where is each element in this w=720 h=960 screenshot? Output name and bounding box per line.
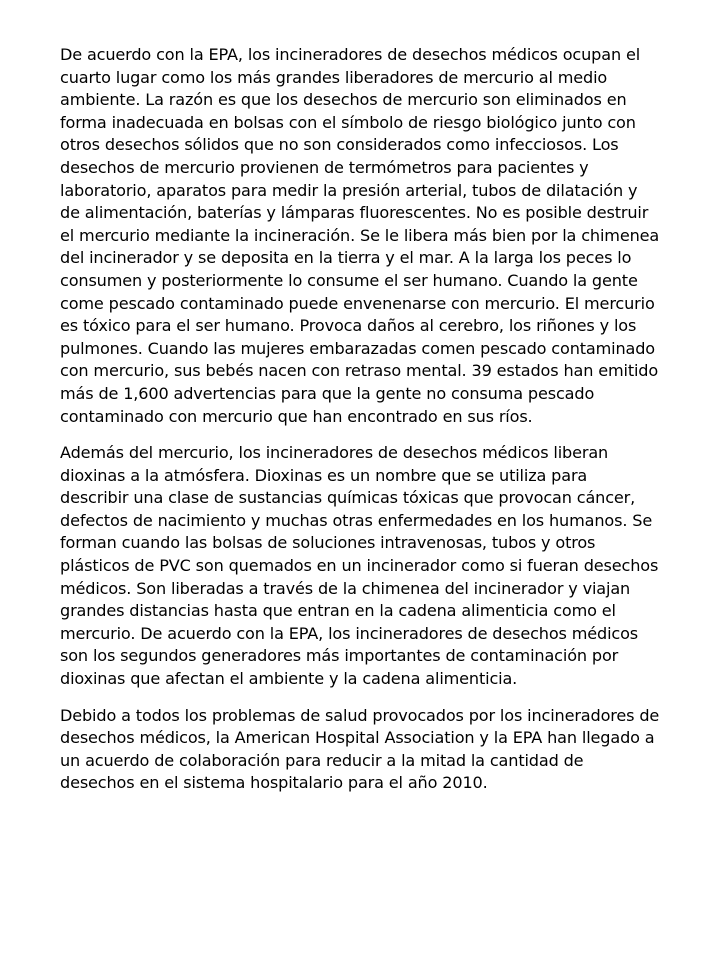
paragraph-mercury: De acuerdo con la EPA, los incineradores de desechos médicos ocupan el cuarto lugar como los más grandes liberadores de mercurio al medio ambiente. La razón es que los desechos de mercurio son eliminados en forma inadecuada en bolsas con el símbolo de riesgo biológico junto con otros desechos sólidos que no son considerados como infecciosos. Los desechos de mercurio provienen de termómetros para pacientes y laboratorio, aparatos para medir la presión arterial, tubos de dilatación y de alimentación, baterías y lámparas fluorescentes. No es posible destruir el mercurio mediante la incineración. Se le libera más bien por la chimenea del incinerador y se deposita en la tierra y el mar. A la larga los peces lo consumen y posteriormente lo consume el ser humano. Cuando la gente come pescado contaminado puede envenenarse con mercurio. El mercurio es tóxico para el ser humano. Provoca daños al cerebro, los riñones y los pulmones. Cuando las mujeres embarazadas comen pescado contaminado con mercurio, sus bebés nacen con retraso mental. 39 estados han emitido más de 1,600 advertencias para que la gente no consuma pescado contaminado con mercurio que han encontrado en sus ríos. bbox=[60, 45, 660, 426]
paragraph-agreement: Debido a todos los problemas de salud provocados por los incineradores de desechos médicos, la American Hospital Association y la EPA han llegado a un acuerdo de colaboración para reducir a la mitad la cantidad de desechos en el sistema hospitalario para el año 2010. bbox=[60, 705, 660, 793]
paragraph-dioxins: Además del mercurio, los incineradores de desechos médicos liberan dioxinas a la atmósfera. Dioxinas es un nombre que se utiliza para describir una clase de sustancias químicas tóxicas que provocan cáncer, defectos de nacimiento y muchas otras enfermedades en los humanos. Se forman cuando las bolsas de soluciones intravenosas, tubos y otros plásticos de PVC son quemados en un incinerador como si fueran desechos médicos. Son liberadas a través de la chimenea del incinerador y viajan grandes distancias hasta que entran en la cadena alimenticia como el mercurio. De acuerdo con la EPA, los incineradores de desechos médicos son los segundos generadores más importantes de contaminación por dioxinas que afectan el ambiente y la cadena alimenticia. bbox=[60, 443, 659, 689]
document-body bbox=[60, 44, 660, 795]
